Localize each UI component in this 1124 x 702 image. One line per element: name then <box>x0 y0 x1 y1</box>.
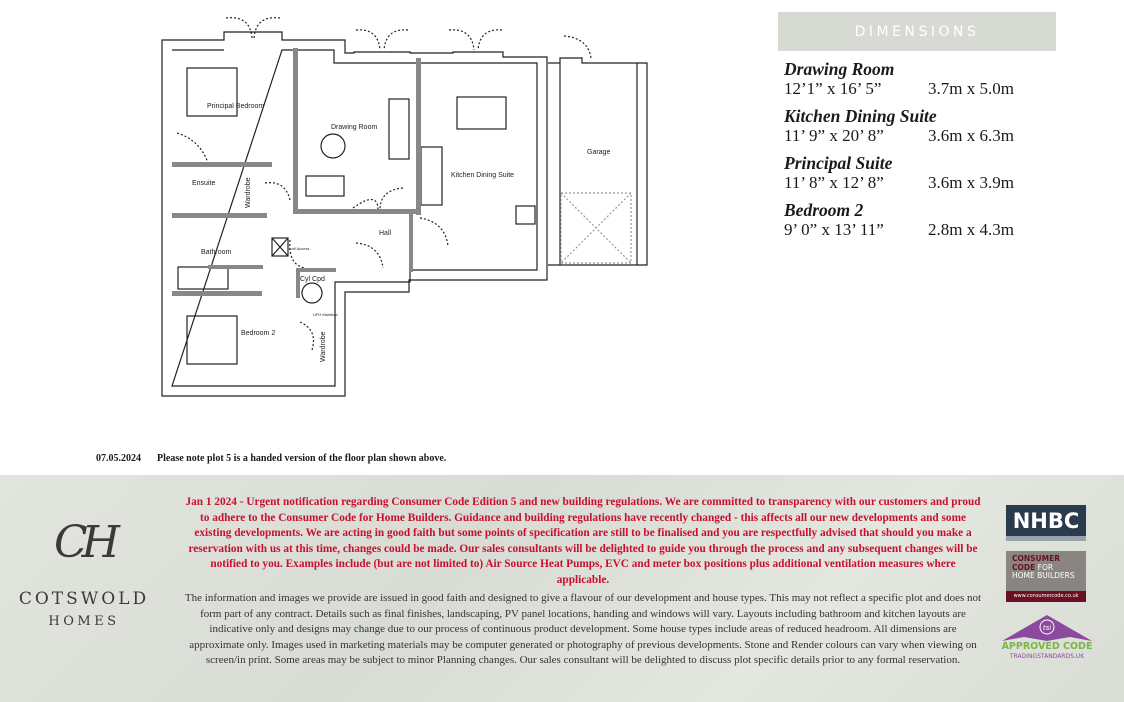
dimension-imperial: 11’ 9” x 20’ 8” <box>784 126 884 145</box>
room-label-drawing-room: Drawing Room <box>331 124 378 131</box>
tsi-roof-icon <box>1000 613 1094 643</box>
cotswold-homes-logo <box>18 515 150 629</box>
room-label-cyl-cpd: Cyl Cpd <box>300 276 325 283</box>
room-label-wardrobe-2: Wardrobe <box>320 331 327 362</box>
footer <box>0 475 1124 702</box>
cc-line3: HOME BUILDERS <box>1012 571 1075 580</box>
dimensions-panel <box>778 12 1056 239</box>
cc-url: www.consumercode.co.uk <box>1006 591 1086 602</box>
room-label-ufh-manifold: UFH Manifold <box>313 312 338 317</box>
dimension-row <box>784 126 1056 145</box>
dimension-imperial: 11’ 8” x 12’ 8” <box>784 173 884 192</box>
room-label-garage: Garage <box>587 149 611 156</box>
tsi-text: tsi <box>1042 624 1052 632</box>
dimension-room: Drawing Room <box>784 59 895 79</box>
dimension-imperial: 12’1” x 16’ 5” <box>784 79 882 98</box>
room-label-hall: Hall <box>379 230 392 237</box>
dimension-row <box>784 220 1056 239</box>
room-label-bedroom-2: Bedroom 2 <box>241 330 276 337</box>
consumer-code-logo <box>1006 551 1086 602</box>
dimension-imperial: 9’ 0” x 13’ 11” <box>784 220 884 239</box>
room-label-principal-bedroom: Principal Bedroom <box>207 103 265 110</box>
room-label-wardrobe: Wardrobe <box>245 177 252 208</box>
logo-name: COTSWOLD <box>18 589 150 609</box>
dimension-row <box>784 79 1056 98</box>
dimension-metric: 3.7m x 5.0m <box>928 79 1014 98</box>
room-label-bathroom: Bathroom <box>201 249 232 256</box>
dimension-room: Bedroom 2 <box>784 200 864 220</box>
disclaimer: The information and images we provide are issued in good faith and designed to give a flavour of our development and house types. This may not reflect a specific plot and does not form part of any contract. Details such as final finishes, landscaping, PV panel locations, handing and windows will vary. Layouts including bathroom and kitchen layouts are indicative only and designs may change due to our process of continuous product development. Some house types include areas of reduced headroom. All dimensions are approximate only. Images used in marketing materials may be computer generated or photography of previous developments. Stone and Render colours can vary when viewing on screen/in print. Some areas may be subject to minor Planning changes. Our sales consultant will be delighted to discuss plot specific details prior to any formal reservation. <box>184 592 982 667</box>
dimension-metric: 3.6m x 6.3m <box>928 126 1014 145</box>
cc-line2b: FOR <box>1037 562 1054 572</box>
urgent-notice: Jan 1 2024 - Urgent notification regarding Consumer Code Edition 5 and new building regulations. We are committed to transparency with our customers and proud to adhere to the Consumer Code for Home Builders. Guidance and building regulations have recently changed - this affects all our new developments and some existing developments. We are acting in good faith but some points of specification are still to be finalised and you are respectfully advised that should you make a reservation with us at this time, changes could be made. Our sales consultants will be delighted to guide you through the process and any subsequent changes will be notified to you. Examples include (but are not limited to) Air Source Heat Pumps, EVC and meter box positions plus additional ventilation measures where applicable. <box>185 496 981 586</box>
plan-note <box>96 453 446 464</box>
room-label-kitchen-dining: Kitchen Dining Suite <box>451 172 515 179</box>
trading-standards-text: TRADINGSTANDARDS.UK <box>1009 653 1085 660</box>
floor-plan <box>150 5 660 405</box>
dimension-metric: 2.8m x 4.3m <box>928 220 1014 239</box>
tsi-approved-code-logo <box>1000 613 1094 663</box>
logo-monogram: CH <box>53 517 115 568</box>
room-label-ensuite: Ensuite <box>192 180 216 187</box>
dimension-room: Principal Suite <box>784 153 893 173</box>
cc-line2: CODE <box>1012 562 1036 572</box>
dimension-room: Kitchen Dining Suite <box>784 106 937 126</box>
cc-line1: CONSUMER <box>1012 554 1061 563</box>
dimension-metric: 3.6m x 3.9m <box>928 173 1014 192</box>
dimensions-title: DIMENSIONS <box>778 12 1056 51</box>
approved-code-text: APPROVED CODE <box>1001 641 1093 652</box>
dimension-row <box>784 173 1056 192</box>
note-text: Please note plot 5 is a handed version of the floor plan shown above. <box>157 453 447 464</box>
logo-subname: HOMES <box>48 614 120 629</box>
note-date: 07.05.2024 <box>96 453 141 464</box>
room-label-loft-access: Loft Access <box>289 246 310 251</box>
nhbc-logo: NHBC <box>1006 505 1086 541</box>
